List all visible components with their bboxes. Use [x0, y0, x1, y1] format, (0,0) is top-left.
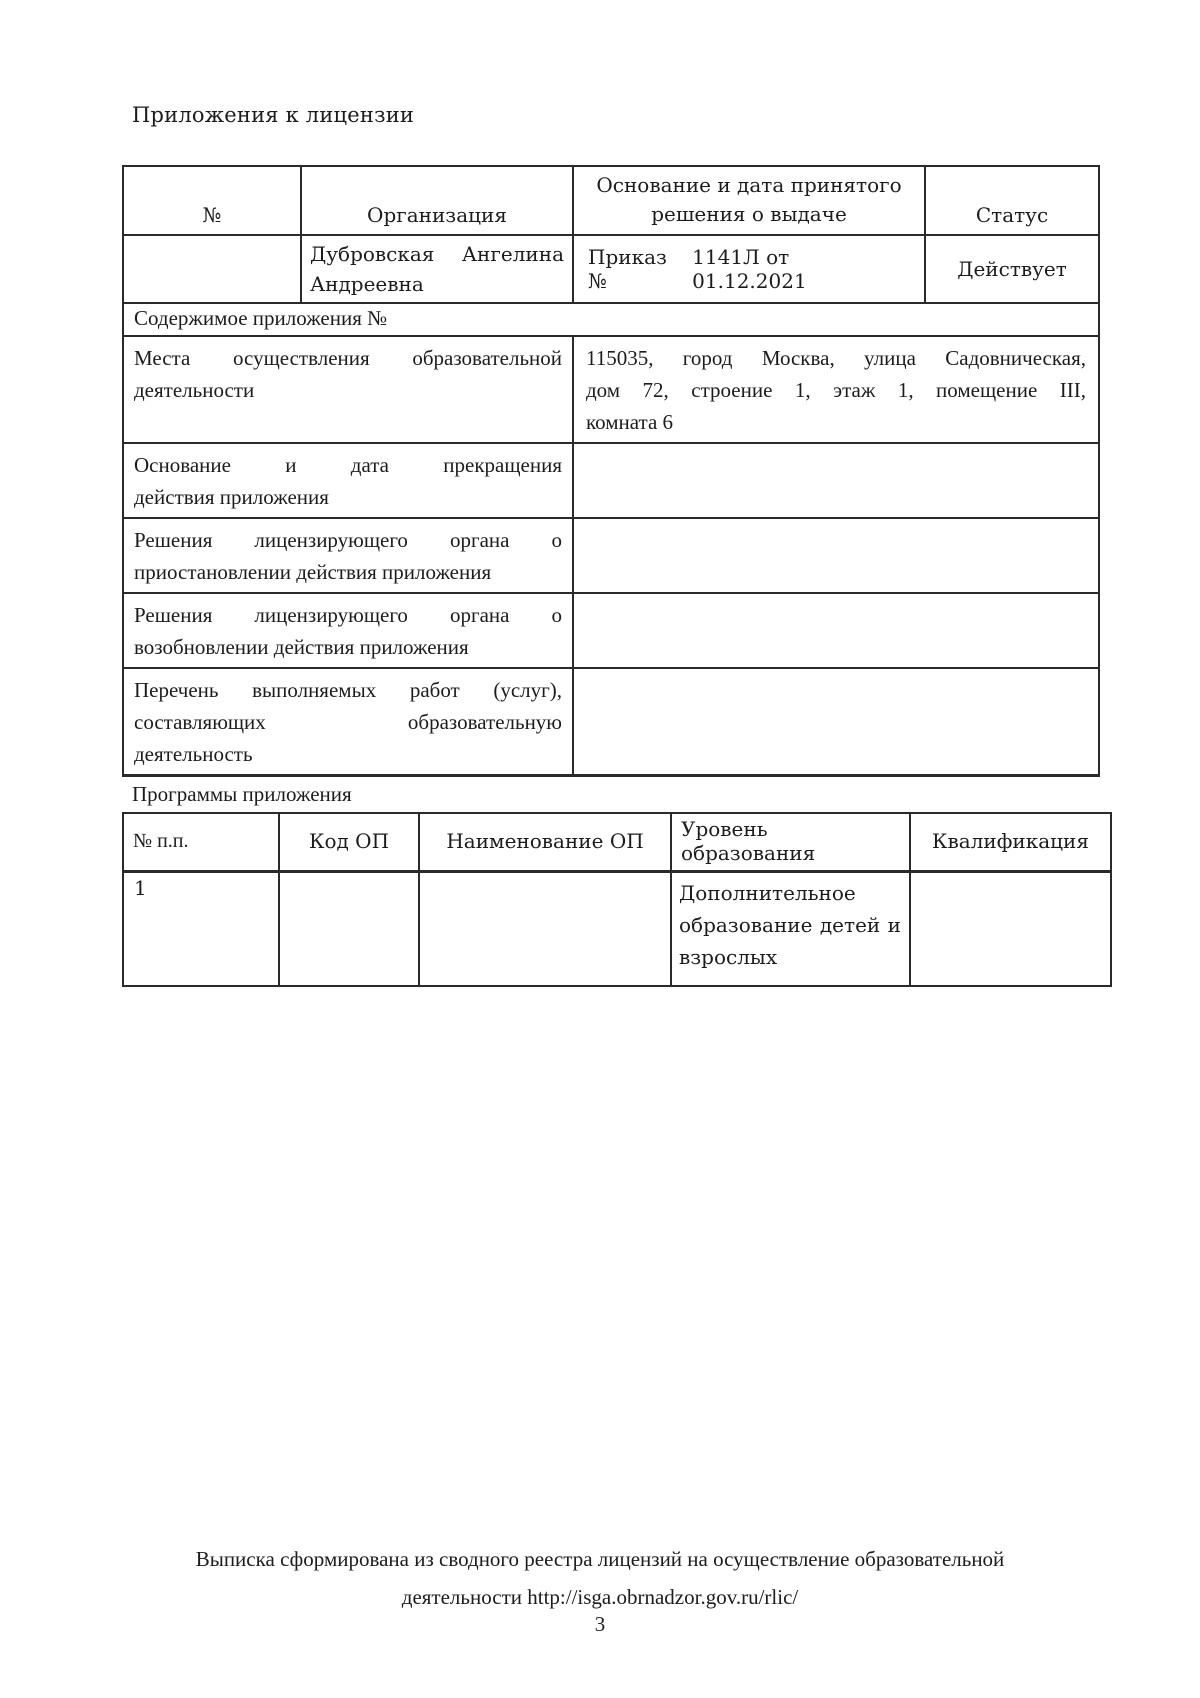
- suspension-label-line-1: Решения лицензирующего органа о: [134, 528, 562, 552]
- program-name: [419, 872, 671, 987]
- resumption-row: [123, 593, 1099, 668]
- entry-organization: [301, 235, 573, 303]
- address-line-1: 115035, город Москва, улица Садовническая,: [586, 346, 1086, 370]
- header-name-op: Наименование ОП: [419, 813, 671, 872]
- places-row: [123, 336, 1099, 443]
- termination-label: [123, 443, 573, 518]
- header-education-level: Уровень образования: [671, 813, 910, 872]
- places-value: [573, 336, 1099, 443]
- header-status: Статус: [925, 166, 1099, 235]
- program-education-level: [671, 872, 910, 987]
- footer-line-1: Выписка сформирована из сводного реестра лицензий на осуществление образовательной: [195, 1547, 1005, 1571]
- resumption-label: [123, 593, 573, 668]
- header-qualification: Квалификация: [910, 813, 1111, 872]
- programs-heading: Программы приложения: [132, 782, 352, 806]
- termination-row: [123, 443, 1099, 518]
- organization-line-2: Андреевна: [310, 272, 424, 296]
- page-number: 3: [594, 1612, 606, 1636]
- address-line-2: дом 72, строение 1, этаж 1, помещение III,: [586, 378, 1086, 402]
- contents-label-row: [123, 303, 1099, 336]
- suspension-row: [123, 518, 1099, 593]
- termination-label-line-1: Основание и дата прекращения: [134, 453, 562, 477]
- programs-header-row: [123, 813, 1111, 872]
- works-list-row: [123, 668, 1099, 776]
- header-code-op: Код ОП: [279, 813, 419, 872]
- license-table-header-row: [123, 166, 1099, 235]
- level-line-2: образование детей и: [679, 913, 901, 937]
- programs-table: [122, 812, 1112, 987]
- entry-order: [573, 235, 925, 303]
- places-label-line-2: деятельности: [134, 378, 255, 402]
- suspension-label-line-2: приостановлении действия приложения: [134, 560, 492, 584]
- program-code: [279, 872, 419, 987]
- program-row: [123, 872, 1111, 987]
- level-line-1: Дополнительное: [679, 881, 856, 905]
- resumption-label-line-1: Решения лицензирующего органа о: [134, 603, 562, 627]
- address-line-3: комната 6: [586, 410, 674, 434]
- works-list-label: [123, 668, 573, 776]
- program-num: 1: [123, 872, 279, 987]
- level-line-3: взрослых: [679, 945, 778, 969]
- entry-num: [123, 235, 301, 303]
- entry-status: Действует: [925, 235, 1099, 303]
- works-label-line-1: Перечень выполняемых работ (услуг),: [134, 678, 562, 702]
- works-list-value: [573, 668, 1099, 776]
- license-entry-row: [123, 235, 1099, 303]
- program-qualification: [910, 872, 1111, 987]
- resumption-label-line-2: возобновлении действия приложения: [134, 635, 469, 659]
- contents-label: Содержимое приложения №: [123, 303, 1099, 336]
- organization-line-1: Дубровская Ангелина: [310, 242, 564, 266]
- header-organization: Организация: [301, 166, 573, 235]
- works-label-line-2: составляющих образовательную: [134, 710, 562, 734]
- suspension-value: [573, 518, 1099, 593]
- license-appendix-table: [122, 165, 1100, 777]
- order-value: 1141Л от 01.12.2021: [692, 245, 807, 293]
- suspension-label: [123, 518, 573, 593]
- places-label: [123, 336, 573, 443]
- header-num-pp: № п.п.: [123, 813, 279, 872]
- termination-label-line-2: действия приложения: [134, 485, 329, 509]
- places-label-line-1: Места осуществления образовательной: [134, 346, 562, 370]
- registry-footer: [0, 1540, 1200, 1616]
- header-basis: Основание и дата принятого решения о выдаче: [573, 166, 925, 235]
- footer-line-2: деятельности http://isga.obrnadzor.gov.ru/rlic/: [401, 1585, 799, 1609]
- works-label-line-3: деятельность: [134, 742, 253, 766]
- page-title: Приложения к лицензии: [132, 103, 415, 127]
- termination-value: [573, 443, 1099, 518]
- order-prefix: Приказ №: [588, 245, 667, 293]
- resumption-value: [573, 593, 1099, 668]
- header-num: №: [123, 166, 301, 235]
